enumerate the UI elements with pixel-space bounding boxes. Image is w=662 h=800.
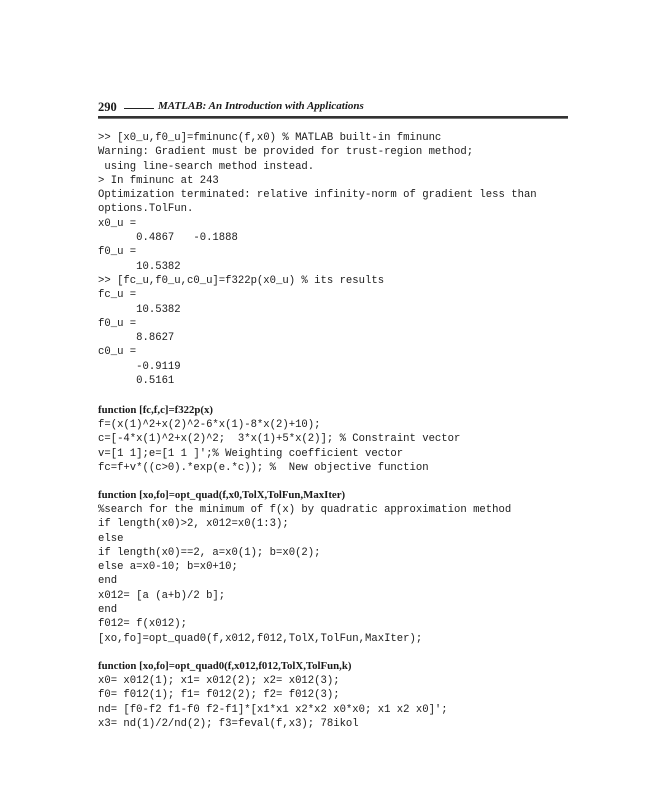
code-line: f0_u = — [98, 246, 137, 259]
code-line: >> [x0_u,f0_u]=fminunc(f,x0) % MATLAB built-in fminunc — [98, 132, 442, 144]
code-line: Warning: Gradient must be provided for trust-region method; — [98, 146, 474, 159]
code-line: f=(x(1)^2+x(2)^2-6*x(1)-8*x(2)+10); — [98, 419, 321, 431]
code-line: f012= f(x012); — [98, 618, 188, 631]
function-opt-quad — [98, 488, 570, 646]
code-line: x0= x012(1); x1= x012(2); x2= x012(3); — [98, 675, 340, 687]
code-line: if length(x0)==2, a=x0(1); b=x0(2); — [98, 546, 321, 559]
code-line: [xo,fo]=opt_quad0(f,x012,f012,TolX,TolFun,MaxIter); — [98, 632, 423, 645]
code-line: 10.5382 — [98, 303, 181, 316]
matlab-session — [98, 131, 570, 388]
code-line: fc=f+v*((c>0).*exp(e.*c)); % New objective function — [98, 461, 429, 474]
code-line: Optimization terminated: relative infinity-norm of gradient less than — [98, 189, 537, 202]
code-line: 0.4867 -0.1888 — [98, 232, 238, 245]
code-line: else a=x0-10; b=x0+10; — [98, 561, 238, 574]
code-line: -0.9119 — [98, 360, 181, 373]
page-number: 290 — [98, 100, 117, 114]
code-line: else — [98, 532, 124, 545]
code-line: end — [98, 604, 118, 617]
code-line: nd= [f0-f2 f1-f0 f2-f1]*[x1*x1 x2*x2 x0*x0; x1 x2 x0]'; — [98, 703, 448, 716]
code-line: options.TolFun. — [98, 203, 194, 216]
code-line: >> [fc_u,f0_u,c0_u]=f322p(x0_u) % its results — [98, 274, 385, 287]
code-line: fc_u = — [98, 289, 137, 302]
code-line: using line-search method instead. — [98, 160, 315, 173]
code-line: x3= nd(1)/2/nd(2); f3=feval(f,x3); 78ikol — [98, 717, 359, 730]
code-line: v=[1 1];e=[1 1 ]';% Weighting coefficient vector — [98, 447, 404, 460]
code-line: %search for the minimum of f(x) by quadratic approximation method — [98, 504, 512, 516]
code-line: 0.5161 — [98, 375, 175, 388]
function-heading: function [fc,f,c]=f322p(x) — [98, 404, 213, 416]
function-f322p — [98, 403, 570, 475]
header-dash — [124, 108, 154, 109]
book-title: MATLAB: An Introduction with Applications — [158, 100, 364, 112]
code-line: f0= f012(1); f1= f012(2); f2= f012(3); — [98, 689, 340, 702]
header-rule — [98, 116, 568, 119]
code-line: > In fminunc at 243 — [98, 174, 219, 187]
code-line: end — [98, 575, 118, 588]
code-line: c0_u = — [98, 346, 137, 359]
code-line: if length(x0)>2, x012=x0(1:3); — [98, 518, 289, 531]
code-line: c=[-4*x(1)^2+x(2)^2; 3*x(1)+5*x(2)]; % Constraint vector — [98, 433, 461, 446]
code-line: x0_u = — [98, 217, 137, 230]
function-heading: function [xo,fo]=opt_quad0(f,x012,f012,TolX,TolFun,k) — [98, 660, 352, 672]
code-line: 10.5382 — [98, 260, 181, 273]
function-heading: function [xo,fo]=opt_quad(f,x0,TolX,TolFun,MaxIter) — [98, 489, 346, 501]
code-line: x012= [a (a+b)/2 b]; — [98, 589, 226, 602]
code-line: f0_u = — [98, 317, 137, 330]
function-opt-quad0 — [98, 659, 570, 731]
code-line: 8.8627 — [98, 332, 175, 345]
